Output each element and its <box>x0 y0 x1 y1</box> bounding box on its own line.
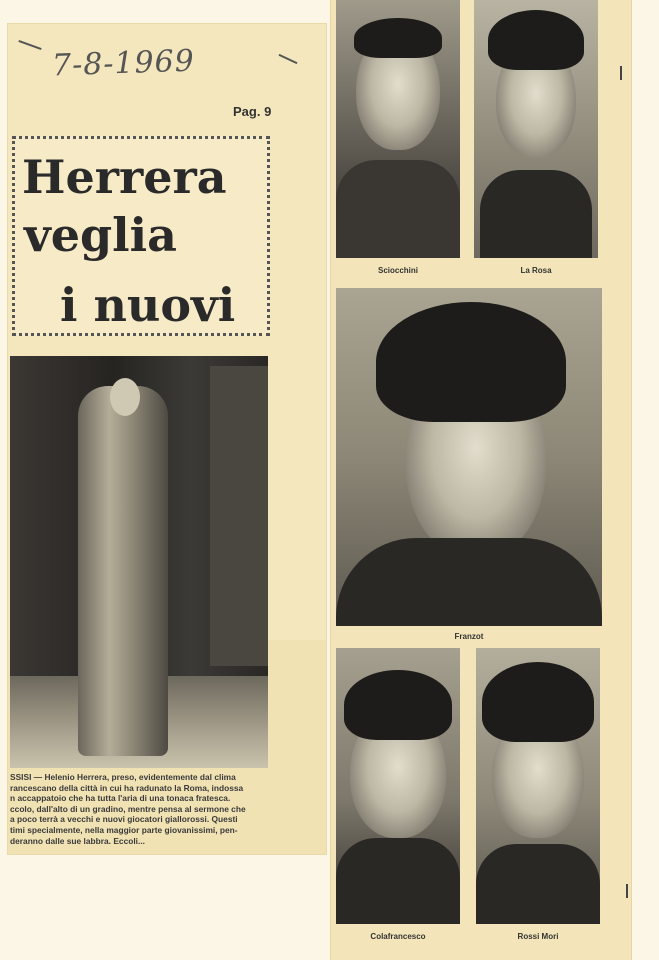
player-name-franzot: Franzot <box>454 632 484 641</box>
hair <box>354 18 442 58</box>
hair <box>344 670 452 740</box>
player-name-sciocchini: Sciocchini <box>377 266 418 275</box>
hair <box>482 662 594 742</box>
player-name-rossi-mori: Rossi Mori <box>517 932 559 941</box>
player-name-la-rosa: La Rosa <box>520 266 552 275</box>
caption-line: a poco terrà a vecchi e nuovi giocatori giallorossi. Questi <box>10 814 238 825</box>
page-number: Pag. 9 <box>233 104 272 119</box>
player-photo-la-rosa <box>474 0 598 258</box>
margin-mark <box>626 884 628 898</box>
margin-mark <box>620 66 622 80</box>
caption-line: rancescano della città in cui ha radunato la Roma, indossa <box>10 782 244 793</box>
shirt <box>336 838 460 924</box>
headline-line-2: veglia <box>24 208 177 262</box>
caption-line: timi specialmente, nella maggior parte giovanissimi, pen- <box>10 824 238 835</box>
hair <box>488 10 584 70</box>
headline-line-1: Herrera <box>22 150 227 204</box>
face <box>110 378 140 416</box>
caption-line: n accappatoio che ha tutta l'aria di una tonaca fratesca. <box>10 793 231 804</box>
caption-line: deranno dalle sue labbra. Eccoli... <box>10 835 145 846</box>
player-photo-rossi-mori <box>476 648 600 924</box>
shirt <box>480 170 592 258</box>
shirt <box>336 160 460 258</box>
photo-caption-text <box>10 772 272 846</box>
player-photo-colafrancesco <box>336 648 460 924</box>
robe-figure <box>78 386 168 756</box>
caption-line: SSISI — Helenio Herrera, preso, evidentemente dal clima <box>10 772 236 782</box>
shirt <box>476 844 600 924</box>
player-photo-franzot <box>336 288 602 626</box>
caption-line: ccolo, dall'alto di un gradino, mentre pensa al sermone che <box>10 803 246 814</box>
handwritten-date: 7-8-1969 <box>51 43 196 84</box>
headline-line-3: i nuovi <box>60 278 236 332</box>
herrera-photo <box>10 356 268 768</box>
player-photo-sciocchini <box>336 0 460 258</box>
player-name-colafrancesco: Colafrancesco <box>370 932 426 941</box>
shirt <box>336 538 602 626</box>
hair <box>376 302 566 422</box>
